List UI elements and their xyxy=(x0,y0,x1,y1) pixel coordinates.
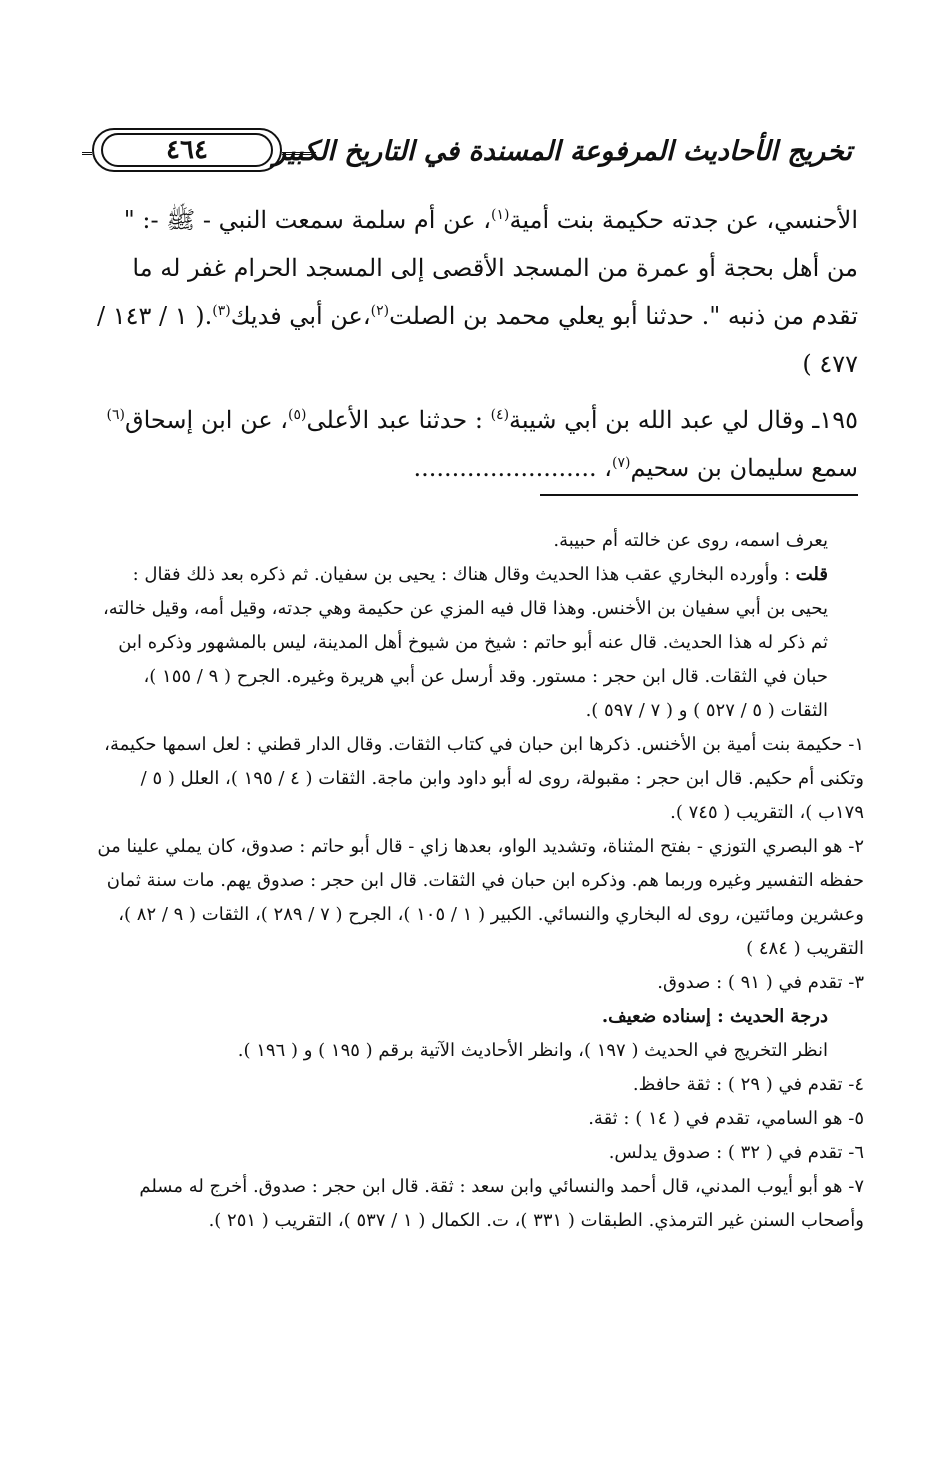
continuation-dots: ........................ xyxy=(413,454,597,482)
main-paragraph-2: ١٩٥ـ وقال لي عبد الله بن أبي شيبة$^{(٤)}$ : حدثنا عبد الأعلى$^{(٥)}$، عن ابن إسحاق$^{(٦)}$ سمع سليمان بن سحيم$^{(٧)}$، ........................ xyxy=(106,406,858,482)
footnote-ref-6: (٦) xyxy=(106,407,125,423)
main-text xyxy=(92,196,858,492)
footnote-ref-3: (٣) xyxy=(212,303,231,319)
footnote-6: ٦- تقدم في ( ٣٢ ) : صدوق يدلس. xyxy=(608,1142,864,1163)
footnote-2: ٢- هو البصري التوزي - بفتح المثناة، وتشديد الواو، بعدها زاي - قال أبو حاتم : صدوق، كان يملي علينا من حفظه التفسير وغيره وربما هم. وذكره ابن حبان في الثقات. قال ابن حجر : صدوق يهم. مات سنة ثمان وعشرين ومائتين، روى له البخاري والنسائي. الكبير ( ١ / ١٠٥ )، الجرح ( ٧ / ٢٨٩ )، الثقات ( ٩ / ٨٢ )، التقريب ( ٤٨٤ ) xyxy=(97,836,864,959)
footnote-7: ٧- هو أبو أيوب المدني، قال أحمد والنسائي وابن سعد : ثقة. قال ابن حجر : صدوق. أخرج له مسلم وأصحاب السنن غير الترمذي. الطبقات ( ٣٣١ )، ت. الكمال ( ١ / ٥٣٧ )، التقريب ( ٢٥١ ). xyxy=(139,1176,864,1231)
footnotes xyxy=(92,524,864,1238)
footnote-ref-1: (١) xyxy=(491,207,510,223)
footnote-1: ١- حكيمة بنت أمية بن الأخنس. ذكرها ابن حبان في كتاب الثقات. وقال الدار قطني : لعل اسمها حكيمة، وتكنى أم حكيم. قال ابن حجر : مقبولة، روى له أبو داود وابن ماجة. الثقات ( ٤ / ١٩٥ )، العلل ( ٥ / ١٧٩ب )، التقريب ( ٧٤٥ ). xyxy=(104,734,864,823)
footnote-5: ٥- هو السامي، تقدم في ( ١٤ ) : ثقة. xyxy=(588,1108,864,1129)
footnote-3: ٣- تقدم في ( ٩١ ) : صدوق. xyxy=(657,972,864,993)
footnote-ref-5: (٥) xyxy=(288,407,307,423)
header-rule-left xyxy=(82,152,92,155)
qult-label: قلت xyxy=(795,564,828,585)
see-also-note: انظر التخريج في الحديث ( ١٩٧ )، وانظر الأحاديث الآتية برقم ( ١٩٥ ) و ( ١٩٦ ). xyxy=(237,1040,828,1061)
footnote-divider xyxy=(540,494,858,496)
footnote-qult: قلت : وأورده البخاري عقب هذا الحديث وقال هناك : يحيى بن سفيان. ثم ذكره بعد ذلك فقال : يحيى بن أبي سفيان بن الأخنس. وهذا قال فيه المزي عن حكيمة وهي جدته، وقيل أمه، وقيل خالته، ثم ذكر له هذا الحديث. قال عنه أبو حاتم : شيخ من شيوخ أهل المدينة، ليس بالمشهور وذكره ابن حبان في الثقات. قال ابن حجر : مستور. وقد أرسل عن أبي هريرة وغيره. الجرح ( ٩ / ١٥٥ )، الثقات ( ٥ / ٥٢٧ ) و ( ٧ / ٥٩٧ ). xyxy=(102,564,828,721)
book-title: تخريج الأحاديث المرفوعة المسندة في التاريخ الكبير xyxy=(273,136,852,167)
running-header xyxy=(82,128,852,184)
footnote-ref-7: (٧) xyxy=(612,455,631,471)
footnote-continuation: يعرف اسمه، روى عن خالته أم حبيبة. xyxy=(553,530,828,551)
hadith-grade: درجة الحديث : إسناده ضعيف. xyxy=(601,1006,828,1027)
footnote-4: ٤- تقدم في ( ٢٩ ) : ثقة حافظ. xyxy=(632,1074,864,1095)
page-number-badge xyxy=(92,128,282,172)
page-number: ٤٦٤ xyxy=(166,135,208,165)
main-paragraph-1: الأحنسي، عن جدته حكيمة بنت أمية$^{(١)}$، عن أم سلمة سمعت النبي - ﷺ -: " من أهل بحجة أو عمرة من المسجد الأقصى إلى المسجد الحرام غفر له ما تقدم من ذنبه ". حدثنا أبو يعلي محمد بن الصلت$^{(٢)}$،عن أبي فديك$^{(٣)}$.( ١ / ١٤٣ / ٤٧٧ ) xyxy=(96,206,858,378)
badge-inner-frame xyxy=(101,133,273,167)
footnote-ref-4: (٤) xyxy=(490,407,510,423)
footnote-ref-2: (٢) xyxy=(370,303,390,319)
